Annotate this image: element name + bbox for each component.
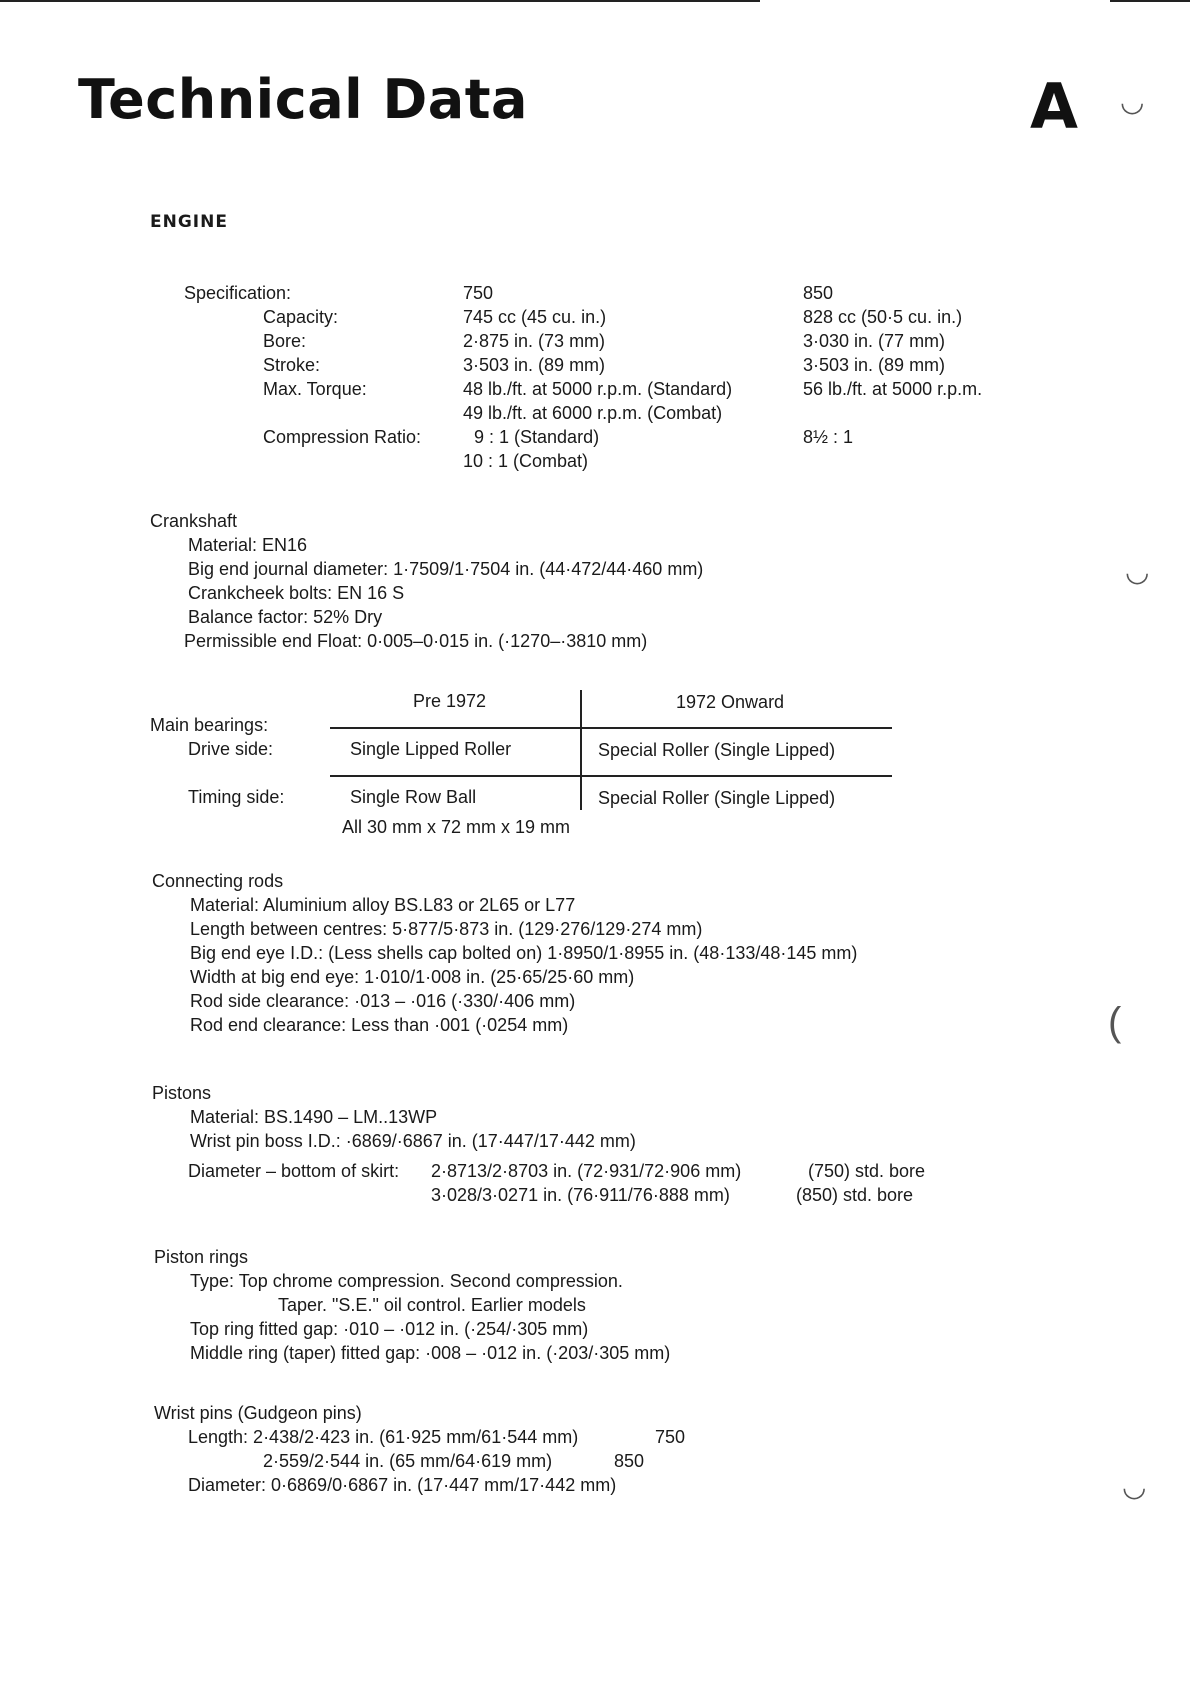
- timing-side-pre: Single Row Ball: [350, 787, 477, 807]
- wrist-pins-diameter: Diameter: 0·6869/0·6867 in. (17·447 mm/17·442 mm): [188, 1475, 617, 1495]
- drive-side-label: Drive side:: [188, 739, 274, 759]
- crankshaft-bolts: Crankcheek bolts: EN 16 S: [188, 583, 405, 603]
- capacity-label: Capacity:: [263, 307, 339, 327]
- top-border-line: [0, 0, 760, 2]
- stroke-label: Stroke:: [263, 355, 321, 375]
- drive-side-pre: Single Lipped Roller: [350, 739, 512, 759]
- pistons-material: Material: BS.1490 – LM..13WP: [190, 1107, 438, 1127]
- drive-side-post: Special Roller (Single Lipped): [598, 740, 836, 760]
- bore-label: Bore:: [263, 331, 307, 351]
- capacity-850: 828 cc (50·5 cu. in.): [803, 307, 963, 327]
- timing-side-post: Special Roller (Single Lipped): [598, 788, 836, 808]
- rods-side-clearance: Rod side clearance: ·013 – ·016 (·330/·406 mm): [190, 991, 576, 1011]
- column-750-header: 750: [463, 283, 494, 303]
- crankshaft-end-float: Permissible end Float: 0·005–0·015 in. (·1270–·3810 mm): [184, 631, 648, 651]
- spec-label: Specification:: [184, 283, 292, 303]
- bearings-table-divider: [580, 690, 582, 810]
- compression-850: 8½ : 1: [803, 427, 854, 447]
- torque-750-standard: 48 lb./ft. at 5000 r.p.m. (Standard): [463, 379, 733, 399]
- connecting-rods-heading: Connecting rods: [152, 871, 284, 891]
- torque-750-combat: 49 lb./ft. at 6000 r.p.m. (Combat): [463, 403, 723, 423]
- wrist-pins-length-750-tag: 750: [655, 1427, 686, 1447]
- section-letter: A: [1030, 70, 1078, 143]
- pistons-pin-boss: Wrist pin boss I.D.: ·6869/·6867 in. (17·447/17·442 mm): [190, 1131, 636, 1151]
- torque-label: Max. Torque:: [263, 379, 367, 399]
- crankshaft-balance: Balance factor: 52% Dry: [188, 607, 383, 627]
- rings-type-continued: Taper. "S.E." oil control. Earlier models: [278, 1295, 586, 1315]
- rods-end-clearance: Rod end clearance: Less than ·001 (·0254 mm): [190, 1015, 569, 1035]
- rings-middle-gap: Middle ring (taper) fitted gap: ·008 – ·012 in. (·203/·305 mm): [190, 1343, 671, 1363]
- rods-length: Length between centres: 5·877/5·873 in. (129·276/129·274 mm): [190, 919, 703, 939]
- wrist-pins-length-850-tag: 850: [614, 1451, 645, 1471]
- column-850-header: 850: [803, 283, 834, 303]
- engine-heading: ENGINE: [150, 212, 228, 232]
- pistons-diameter-label: Diameter – bottom of skirt:: [188, 1161, 400, 1181]
- wrist-pins-length-850: 2·559/2·544 in. (65 mm/64·619 mm): [263, 1451, 553, 1471]
- stroke-850: 3·503 in. (89 mm): [803, 355, 946, 375]
- stroke-750: 3·503 in. (89 mm): [463, 355, 606, 375]
- bearings-col-post: 1972 Onward: [676, 692, 785, 712]
- capacity-750: 745 cc (45 cu. in.): [463, 307, 607, 327]
- compression-750-standard: 9 : 1 (Standard): [474, 427, 600, 447]
- rings-top-gap: Top ring fitted gap: ·010 – ·012 in. (·254/·305 mm): [190, 1319, 589, 1339]
- page-title: Technical Data: [78, 68, 528, 131]
- bearings-header-rule: [330, 727, 892, 729]
- binder-hole-mark-top: ◡: [1120, 86, 1145, 117]
- bore-750: 2·875 in. (73 mm): [463, 331, 606, 351]
- compression-750-combat: 10 : 1 (Combat): [463, 451, 589, 471]
- bearings-size-note: All 30 mm x 72 mm x 19 mm: [342, 817, 571, 837]
- rods-material: Material: Aluminium alloy BS.L83 or 2L65 or L77: [190, 895, 576, 915]
- rods-big-end-id: Big end eye I.D.: (Less shells cap bolted on) 1·8950/1·8955 in. (48·133/48·145 mm): [190, 943, 858, 963]
- pistons-diameter-750: 2·8713/2·8703 in. (72·931/72·906 mm): [431, 1161, 742, 1181]
- pistons-diameter-850: 3·028/3·0271 in. (76·911/76·888 mm): [431, 1185, 730, 1205]
- bearings-col-pre: Pre 1972: [413, 691, 487, 711]
- rings-type: Type: Top chrome compression. Second compression.: [190, 1271, 623, 1291]
- pistons-diameter-850-tag: (850) std. bore: [796, 1185, 914, 1205]
- crankshaft-journal: Big end journal diameter: 1·7509/1·7504 in. (44·472/44·460 mm): [188, 559, 704, 579]
- binder-hole-mark-bottom: ◡: [1122, 1471, 1147, 1502]
- torque-850: 56 lb./ft. at 5000 r.p.m.: [803, 379, 983, 399]
- bearings-row-rule: [330, 775, 892, 777]
- crankshaft-heading: Crankshaft: [150, 511, 238, 531]
- wrist-pins-length-750: Length: 2·438/2·423 in. (61·925 mm/61·544 mm): [188, 1427, 579, 1447]
- binder-hole-mark-low: (: [1108, 1000, 1122, 1044]
- crankshaft-material: Material: EN16: [188, 535, 308, 555]
- pistons-heading: Pistons: [152, 1083, 212, 1103]
- piston-rings-heading: Piston rings: [154, 1247, 249, 1267]
- bore-850: 3·030 in. (77 mm): [803, 331, 946, 351]
- timing-side-label: Timing side:: [188, 787, 285, 807]
- compression-label: Compression Ratio:: [263, 427, 422, 447]
- top-border-line-right: [1110, 0, 1190, 2]
- main-bearings-label: Main bearings:: [150, 715, 269, 735]
- wrist-pins-heading: Wrist pins (Gudgeon pins): [154, 1403, 362, 1423]
- rods-big-end-width: Width at big end eye: 1·010/1·008 in. (25·65/25·60 mm): [190, 967, 635, 987]
- binder-hole-mark-mid: ◡: [1125, 556, 1150, 587]
- pistons-diameter-750-tag: (750) std. bore: [808, 1161, 926, 1181]
